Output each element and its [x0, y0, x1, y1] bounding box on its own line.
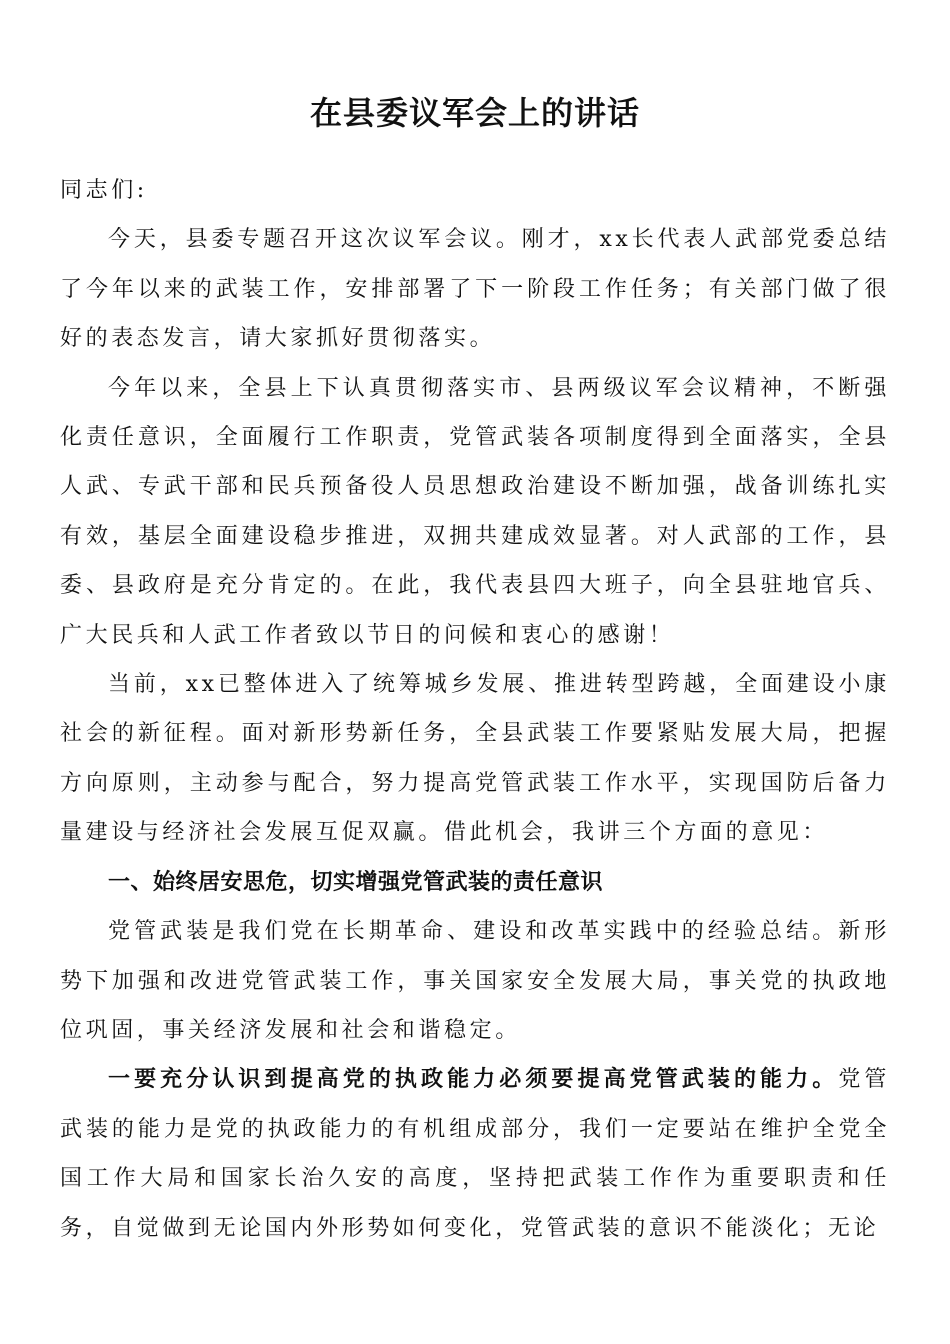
- document-title: 在县委议军会上的讲话: [309, 94, 640, 132]
- salutation: 同志们:: [60, 178, 148, 203]
- paragraph-achievements: 今年以来，全县上下认真贯彻落实市、县两级议军会议精神，不断强化责任意识，全面履行工作职责，党管武装各项制度得到全面落实，全县人武、专武干部和民兵预备役人员思想政治建设不断加强，战备训练扎实有效，基层全面建设稳步推进，双拥共建成效显著。对人武部的工作，县委、县政府是充分肯定的。在此，我代表县四大班子，向全县驻地官兵、广大民兵和人武工作者致以节日的问候和衷心的感谢！: [60, 375, 890, 648]
- point-one-text: 党管武装的能力是党的执政能力的有机组成部分，我们一定要站在维护全党全国工作大局和国家长治久安的高度，坚持把武装工作作为重要职责和任务，自觉做到无论国内外形势如何变化，党管武装的意识不能淡化；无论: [60, 1067, 890, 1241]
- point-one-lead: 一要充分认识到提高党的执政能力必须要提高党管武装的能力。: [108, 1066, 839, 1093]
- document-body: [60, 166, 890, 1253]
- paragraph-current-situation: 当前，xx已整体进入了统筹城乡发展、推进转型跨越，全面建设小康社会的新征程。面对新形势新任务，全县武装工作要紧贴发展大局，把握方向原则，主动参与配合，努力提高党管武装工作水平，实现国防后备力量建设与经济社会发展互促双赢。借此机会，我讲三个方面的意见：: [60, 672, 890, 846]
- section-paragraph: 党管武装是我们党在长期革命、建设和改革实践中的经验总结。新形势下加强和改进党管武装工作，事关国家安全发展大局，事关党的执政地位巩固，事关经济发展和社会和谐稳定。: [60, 919, 890, 1043]
- point-one-paragraph: [60, 1055, 890, 1253]
- paragraph-opening: 今天，县委专题召开这次议军会议。刚才，xx长代表人武部党委总结了今年以来的武装工作，安排部署了下一阶段工作任务；有关部门做了很好的表态发言，请大家抓好贯彻落实。: [60, 227, 890, 352]
- section-heading: 一、始终居安思危，切实增强党管武装的责任意识: [108, 869, 604, 895]
